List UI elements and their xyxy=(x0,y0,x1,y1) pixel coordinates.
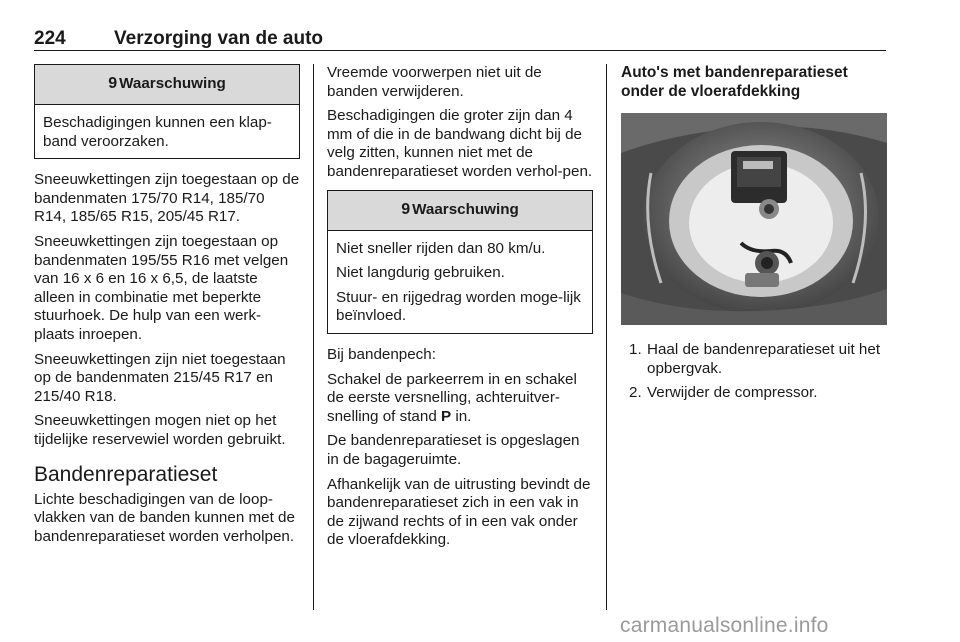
steps-list xyxy=(621,341,887,403)
warning-header xyxy=(328,191,592,231)
warning-title: Waarschuwing xyxy=(119,75,226,93)
chapter-title: Verzorging van de auto xyxy=(114,28,324,49)
paragraph xyxy=(327,371,593,427)
illustration-drawing xyxy=(621,113,887,325)
warning-line: Beschadigingen kunnen een klap-band veroorzaken. xyxy=(43,114,272,150)
warning-body xyxy=(328,231,592,333)
column-3 xyxy=(621,64,887,409)
page-number: 224 xyxy=(34,28,66,49)
paragraph: Bij bandenpech: xyxy=(327,345,436,363)
paragraph: Lichte beschadigingen van de loop-vlakken van de banden kunnen met de bandenreparatieset worden verholpen. xyxy=(34,490,295,545)
tire-repair-kit-illustration xyxy=(621,113,887,325)
list-item xyxy=(629,384,887,403)
paragraph: De bandenreparatieset is opgeslagen in de bagageruimte. xyxy=(327,432,580,468)
warning-triangle-icon: 9 xyxy=(108,75,118,93)
text-run: in. xyxy=(451,407,472,425)
page-header xyxy=(34,28,886,52)
step-number: 2. xyxy=(629,384,642,402)
paragraph: Sneeuwkettingen zijn toegestaan op de bandenmaten 175/70 R14, 185/70 R14, 185/65 R15, 205/45 R17. xyxy=(34,171,300,226)
warning-body xyxy=(35,105,299,158)
paragraph: Sneeuwkettingen zijn toegestaan op bandenmaten 195/55 R16 met velgen van 16 x 6 en 16 x 6,5, de laatste alleen in combinatie met beperkte stuurhoek. De hulp van een werk-plaats inroepen. xyxy=(34,232,289,343)
paragraph: Sneeuwkettingen zijn niet toegestaan op de bandenmaten 215/45 R17 en 215/40 R18. xyxy=(34,350,286,405)
step-number: 1. xyxy=(629,341,642,359)
subsection-heading: Auto's met bandenreparatieset onder de vloerafdekking xyxy=(621,64,848,100)
section-heading: Bandenreparatieset xyxy=(34,462,218,486)
column-2 xyxy=(327,64,593,556)
watermark[interactable]: carmanualsonline.info xyxy=(620,614,829,637)
column-1 xyxy=(34,64,300,552)
warning-line: Niet langdurig gebruiken. xyxy=(336,264,505,282)
paragraph: Beschadigingen die groter zijn dan 4 mm of die in de bandwang dicht bij de velg zitten, kunnen niet met de bandenreparatieset worden verhol-pen. xyxy=(327,107,593,180)
step-text: Verwijder de compressor. xyxy=(647,384,818,402)
warning-header xyxy=(35,65,299,105)
warning-line: Stuur- en rijgedrag worden moge-lijk beïnvloed. xyxy=(336,288,581,325)
paragraph: Sneeuwkettingen mogen niet op het tijdelijke reservewiel worden gebruikt. xyxy=(34,412,286,448)
header-rule xyxy=(34,50,886,51)
warning-line: Niet sneller rijden dan 80 km/u. xyxy=(336,239,546,257)
warning-box xyxy=(34,64,300,159)
column-divider-2 xyxy=(606,64,607,610)
column-divider-1 xyxy=(313,64,314,610)
warning-title: Waarschuwing xyxy=(412,200,519,218)
text-run: Schakel de parkeerrem in en schakel de eerste versnelling, achteruitver-snelling of stand xyxy=(327,370,577,425)
paragraph: Afhankelijk van de uitrusting bevindt de bandenreparatieset zich in een vak in de zijwand rechts of in een vak onder de vloerafdekking. xyxy=(327,475,591,549)
step-text: Haal de bandenreparatieset uit het opbergvak. xyxy=(647,341,881,377)
list-item xyxy=(629,341,887,378)
warning-triangle-icon: 9 xyxy=(401,200,411,218)
gear-position-label: P xyxy=(440,407,452,425)
paragraph: Vreemde voorwerpen niet uit de banden verwijderen. xyxy=(327,64,542,100)
warning-box xyxy=(327,190,593,334)
